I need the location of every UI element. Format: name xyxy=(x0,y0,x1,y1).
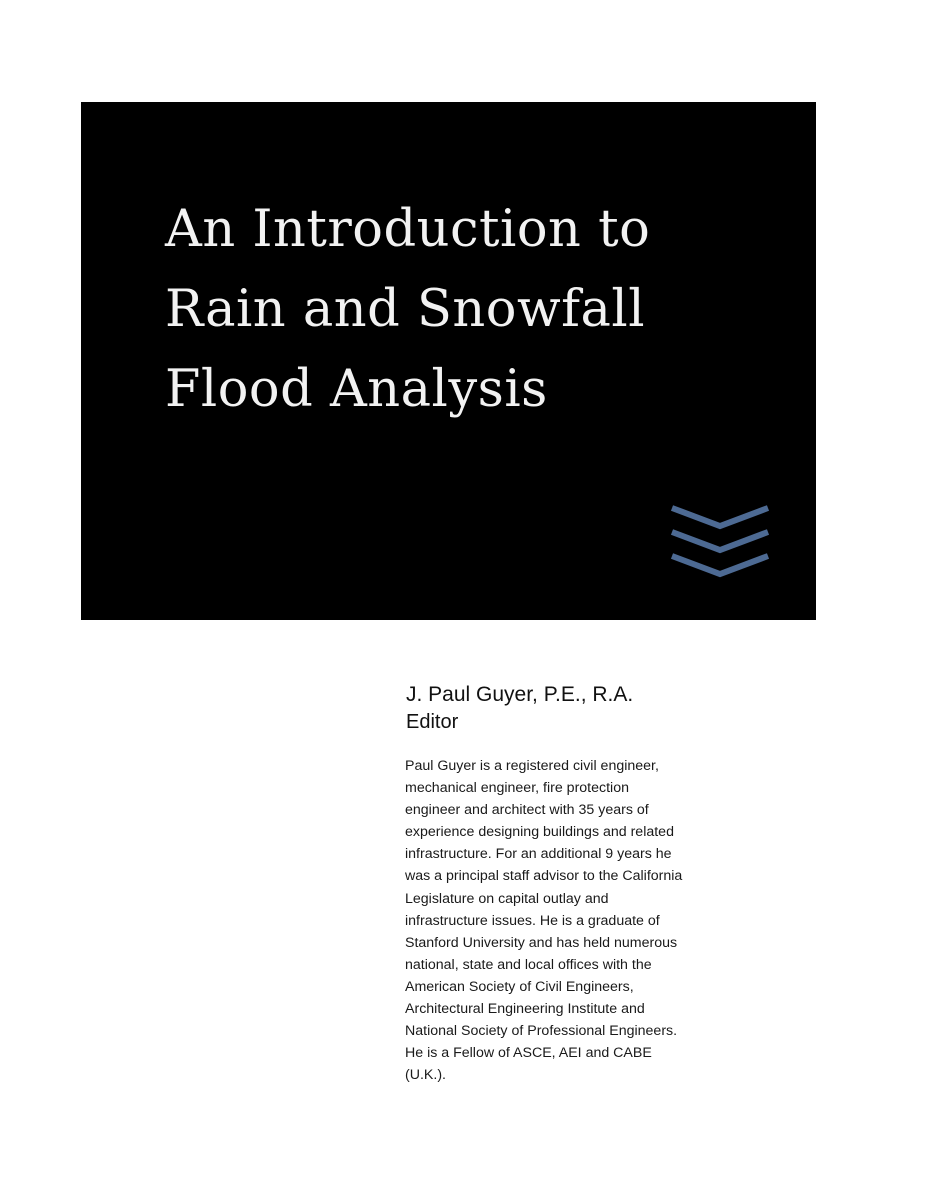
bio-line: infrastructure. For an additional 9 years he xyxy=(405,846,672,863)
title-line-1: An Introduction to xyxy=(165,200,651,259)
author-name: J. Paul Guyer, P.E., R.A. xyxy=(406,683,634,706)
bio-line: Paul Guyer is a registered civil engineer, xyxy=(405,758,659,774)
bio-line: National Society of Professional Engineers. xyxy=(405,1023,678,1040)
triple-chevron-down-icon xyxy=(670,502,770,584)
author-bio xyxy=(405,755,775,1086)
bio-line: Stanford University and has held numerous xyxy=(405,934,678,951)
bio-line: was a principal staff advisor to the California xyxy=(405,868,683,885)
title-line-2: Rain and Snowfall xyxy=(165,280,646,339)
bio-line: mechanical engineer, fire protection xyxy=(405,780,629,797)
bio-line: Architectural Engineering Institute and xyxy=(405,1001,645,1018)
title-line-3: Flood Analysis xyxy=(165,360,548,419)
bio-line: American Society of Civil Engineers, xyxy=(405,978,634,995)
bio-line: Legislature on capital outlay and xyxy=(405,890,609,907)
bio-line: infrastructure issues. He is a graduate of xyxy=(405,912,660,929)
bio-line: experience designing buildings and related xyxy=(405,824,674,841)
author-block xyxy=(406,681,786,735)
bio-line: engineer and architect with 35 years of xyxy=(405,802,649,819)
book-title xyxy=(165,190,785,430)
bio-line: national, state and local offices with the xyxy=(405,956,652,973)
bio-line: (U.K.). xyxy=(405,1067,446,1084)
cover-panel xyxy=(81,102,816,620)
bio-line: He is a Fellow of ASCE, AEI and CABE xyxy=(405,1045,652,1062)
author-role: Editor xyxy=(406,711,459,733)
